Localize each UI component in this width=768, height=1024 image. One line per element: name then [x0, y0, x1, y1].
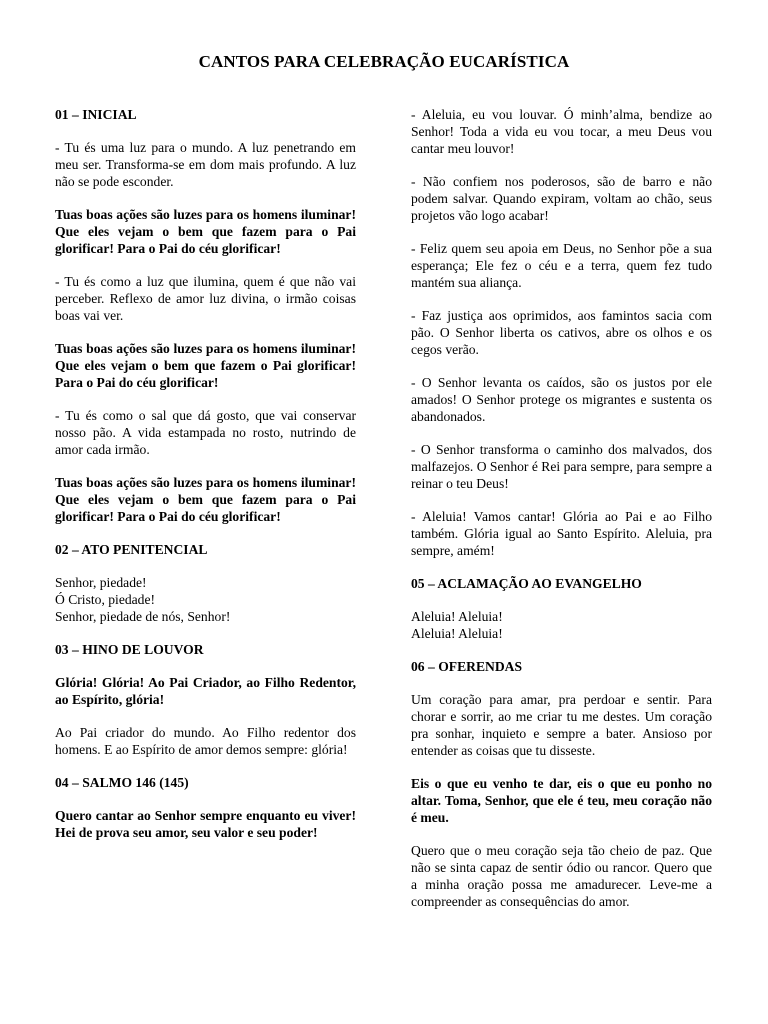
- refrain: Tuas boas ações são luzes para os homens iluminar! Que eles vejam o bem que fazem para o Pai glorificar! Para o Pai do céu glorificar!: [55, 475, 356, 524]
- verse: - Feliz quem seu apoia em Deus, no Senhor põe a sua esperança; Ele fez o céu e a terra, quem fez tudo mantém sua aliança.: [411, 241, 712, 290]
- section-heading-aclamacao: 05 – ACLAMAÇÃO AO EVANGELHO: [411, 576, 642, 591]
- verse-line: Senhor, piedade de nós, Senhor!: [55, 609, 231, 624]
- verse: - Não confiem nos poderosos, são de barro e não podem salvar. Quando expiram, voltam ao chão, seus projetos vão logo acabar!: [411, 174, 712, 223]
- verse-line: Aleluia! Aleluia!: [411, 609, 503, 624]
- section-heading-ato-penitencial: 02 – ATO PENITENCIAL: [55, 542, 208, 557]
- refrain: Tuas boas ações são luzes para os homens iluminar! Que eles vejam o bem que fazem para o Pai glorificar! Para o Pai do céu glorificar!: [55, 207, 356, 256]
- verse: - Aleluia, eu vou louvar. Ó minh’alma, bendize ao Senhor! Toda a vida eu vou tocar, a meu Deus vou cantar meu louvor!: [411, 107, 712, 156]
- verse: - Faz justiça aos oprimidos, aos famintos sacia com pão. O Senhor liberta os cativos, abre os olhos e os cegos verão.: [411, 308, 712, 357]
- verse: - O Senhor levanta os caídos, são os justos por ele amados! O Senhor protege os migrantes e sustenta os abandonados.: [411, 375, 712, 424]
- right-column: [411, 106, 712, 926]
- verse: - Tu és como a luz que ilumina, quem é que não vai perceber. Reflexo de amor luz divina, o irmão coisas boas vai ver.: [55, 274, 356, 323]
- section-heading-salmo: 04 – SALMO 146 (145): [55, 775, 189, 790]
- page-title: CANTOS PARA CELEBRAÇÃO EUCARÍSTICA: [198, 52, 570, 71]
- verse: - Tu és uma luz para o mundo. A luz penetrando em meu ser. Transforma-se em dom mais profundo. A luz não se pode esconder.: [55, 140, 356, 189]
- verse: - Tu és como o sal que dá gosto, que vai conservar nosso pão. A vida estampada no rosto, nutrindo de amor cada irmão.: [55, 408, 356, 457]
- verse: Quero que o meu coração seja tão cheio de paz. Que não se sinta capaz de sentir ódio ou rancor. Quero que a minha oração possa me amadurecer. Leve-me a compreender as consequências do amor.: [411, 843, 712, 909]
- refrain: Glória! Glória! Ao Pai Criador, ao Filho Redentor, ao Espírito, glória!: [55, 675, 356, 707]
- verse-lines: [55, 574, 356, 625]
- verse: - Aleluia! Vamos cantar! Glória ao Pai e ao Filho também. Glória igual ao Santo Espírito. Aleluia, pra sempre, amém!: [411, 509, 712, 558]
- refrain: Quero cantar ao Senhor sempre enquanto eu viver! Hei de prova seu amor, seu valor e seu poder!: [55, 808, 356, 840]
- refrain: Eis o que eu venho te dar, eis o que eu ponho no altar. Toma, Senhor, que ele é teu, meu coração não é meu.: [411, 776, 712, 825]
- verse-lines: [411, 608, 712, 642]
- left-column: [55, 106, 356, 857]
- verse-line: Aleluia! Aleluia!: [411, 626, 503, 641]
- refrain: Tuas boas ações são luzes para os homens iluminar! Que eles vejam o bem que fazem o Pai glorificar! Para o Pai do céu glorificar!: [55, 341, 356, 390]
- section-heading-oferendas: 06 – OFERENDAS: [411, 659, 523, 674]
- verse: Um coração para amar, pra perdoar e sentir. Para chorar e sorrir, ao me criar tu me destes. Um coração pra sonhar, inquieto e sempre a bater. Ansioso por entender as coisas que tu disseste.: [411, 692, 712, 758]
- section-heading-inicial: 01 – INICIAL: [55, 107, 137, 122]
- verse: - O Senhor transforma o caminho dos malvados, dos malfazejos. O Senhor é Rei para sempre, para sempre a reinar o teu Deus!: [411, 442, 712, 491]
- verse-line: Ó Cristo, piedade!: [55, 592, 156, 607]
- verse-line: Senhor, piedade!: [55, 575, 147, 590]
- section-heading-hino-de-louvor: 03 – HINO DE LOUVOR: [55, 642, 204, 657]
- verse: Ao Pai criador do mundo. Ao Filho redentor dos homens. E ao Espírito de amor demos sempre: glória!: [55, 725, 356, 757]
